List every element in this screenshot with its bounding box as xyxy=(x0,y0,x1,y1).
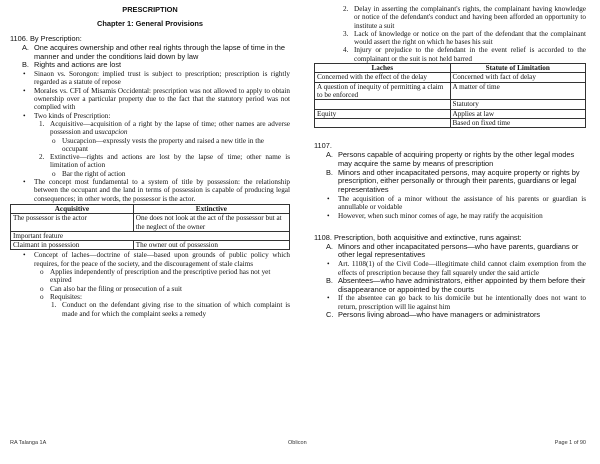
right-column xyxy=(314,0,586,320)
list-item: C. Persons living abroad—who have managers or administrators xyxy=(326,310,541,319)
list-item: A. Persons capable of acquiring property or rights by the other legal modes may acquire the same by means of prescription xyxy=(326,149,575,168)
acquisitive-extinctive-table xyxy=(10,204,290,250)
bullet-item: • Concept of laches—doctrine of stale—based upon grounds of public policy which requires, for the peace of the society, and the discouragement of stale claims xyxy=(23,251,290,268)
numbered-item: 2. Delay in asserting the complainant's rights, the complainant having knowledge or notice of the defendant's conduct and having been afforded an opportunity to institute a suit xyxy=(343,5,586,30)
bullet-item: • Art. 1108(1) of the Civil Code—illegitimate child cannot claim exemption from the effects of prescription because they fall squarely under the said article xyxy=(327,260,586,277)
bullet-item: • Sinaon vs. Sorongon: implied trust is subject to prescription; prescription is rightly regarded as a statute of repose xyxy=(23,70,290,87)
sub-item: o Bar the right of action xyxy=(52,169,126,178)
table-header: Laches xyxy=(315,64,451,73)
table-header: Acquisitive xyxy=(11,204,134,213)
article-1107-heading: 1107. xyxy=(314,141,332,151)
table-row: A question of inequity of permitting a claim to be enforced A matter of time xyxy=(315,82,586,100)
bullet-item: • The concept most fundamental to a system of title by possession: the relationship between the occupant and the land in terms of possession is capable of producing legal consequences; in other words, the possessor is the actor. xyxy=(23,178,290,203)
table-row: Based on fixed time xyxy=(315,118,586,127)
sub-item: o Applies independently of prescription and the prescriptive period has not yet expired xyxy=(40,268,271,285)
chapter-title: Chapter 1: General Provisions xyxy=(97,19,203,28)
list-item: A. Minors and other incapacitated persons—who have parents, guardians or other legal representatives xyxy=(326,241,579,260)
numbered-item: 2. Extinctive—rights and actions are lost by the lapse of time; other name is limitation of action xyxy=(39,153,290,170)
sub-item: o Usucapcion—expressly vests the property and raised a new title in the occupant xyxy=(52,136,264,153)
bullet-item: • Two kinds of Prescription: xyxy=(23,111,111,120)
numbered-item: 4. Injury or prejudice to the defendant in the event relief is accorded to the complainant or the suit is not held barred xyxy=(343,46,586,63)
bullet-item: • The acquisition of a minor without the assistance of his parents or guardian is annullable or voidable xyxy=(327,194,586,212)
footer-page-number: Page 1 of 90 xyxy=(554,440,586,446)
bullet-item: • Morales vs. CFI of Misamis Occidental: prescription was not allowed to apply to obtain ownership over a particular property due to the fact that the statutory period was not complied with xyxy=(23,86,290,112)
list-item: B. Minors and other incapacitated persons, may acquire property or rights by prescription, either personally or through their parents, guardians or legal representatives xyxy=(326,167,580,195)
list-item: A. One acquires ownership and other real rights through the lapse of time in the manner and under the conditions laid down by law xyxy=(22,42,286,61)
table-row: Concerned with the effect of the delay Concerned with fact of delay xyxy=(315,73,586,82)
table-row: Important feature xyxy=(11,231,290,240)
article-1108-heading: 1108. Prescription, both acquisitive and extinctive, runs against: xyxy=(314,232,522,242)
list-item: B. Absentees—who have administrators, either appointed by them before their disappearance or appointed by the courts xyxy=(326,275,586,294)
sub-item: o Requisites: xyxy=(40,292,82,301)
numbered-item: 3. Lack of knowledge or notice on the part of the defendant that the complainant would assert the right on which he bases his suit xyxy=(343,29,586,47)
page-title: PRESCRIPTION xyxy=(122,5,178,14)
table-row: Equity Applies at law xyxy=(315,109,586,118)
numbered-item: 1. Conduct on the defendant giving rise to the situation of which complaint is made and for which the complaint seeks a remedy xyxy=(51,301,290,318)
laches-table xyxy=(314,63,586,128)
table-header: Extinctive xyxy=(133,204,289,213)
sub-item: o Can also bar the filing or prosecution of a suit xyxy=(40,284,182,293)
numbered-item: 1. Acquisitive—acquisition of a right by the lapse of time; other names are adverse possession and usucapcion xyxy=(39,119,290,137)
table-row: Claimant in possession The owner out of possession xyxy=(11,241,290,250)
bullet-item: • If the absentee can go back to his domicile but he intentionally does not want to return, prescription will lie against him xyxy=(327,294,586,311)
footer-subject: Oblicon xyxy=(288,440,307,446)
left-column xyxy=(10,0,290,318)
bullet-item: • However, when such minor comes of age, he may ratify the acquisition xyxy=(327,211,543,220)
table-row: The possessor is the actor One does not look at the act of the possessor but at the neglect of the owner xyxy=(11,214,290,232)
list-item: B. Rights and actions are lost xyxy=(22,60,122,70)
table-header: Statute of Limitation xyxy=(450,64,586,73)
table-row: Statutory xyxy=(315,100,586,109)
article-1106-heading: 1106. By Prescription: xyxy=(10,34,82,43)
footer-author: RA Talanga 1A xyxy=(10,440,47,446)
